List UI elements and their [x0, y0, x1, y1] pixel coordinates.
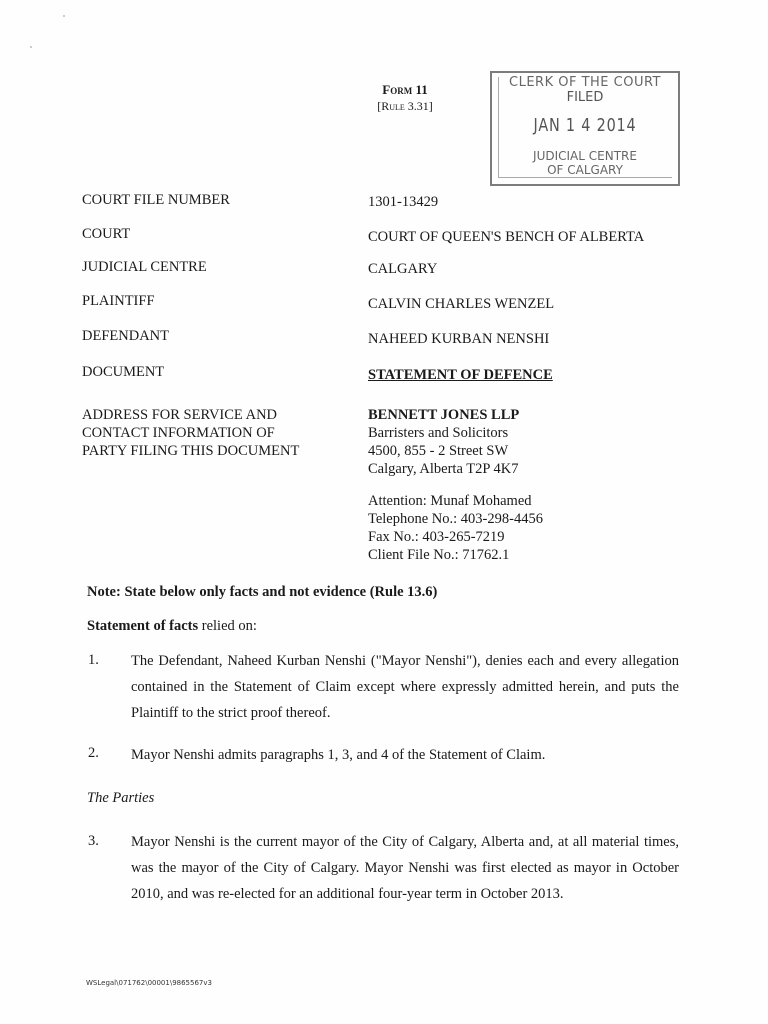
fax: Fax No.: 403-265-7219: [368, 529, 505, 545]
defendant-value: NAHEED KURBAN NENSHI: [368, 331, 550, 347]
stamp-centre: [492, 149, 678, 177]
paragraph-text: Mayor Nenshi is the current mayor of the City of Calgary, Alberta and, at all material times, was the mayor of the City of Calgary. Mayor Nenshi was first elected as mayor in October 2010, and was re-elected for an additional four-year term in October 2013.: [131, 834, 679, 902]
address-label-line3: PARTY FILING THIS DOCUMENT: [82, 443, 300, 459]
form-rule: [Rule 3.31]: [377, 99, 433, 113]
note-part1: Note: State below only facts and: [87, 584, 290, 600]
address-label-line2: CONTACT INFORMATION OF: [82, 425, 275, 441]
address-label: [82, 406, 299, 460]
filed-stamp: [490, 71, 680, 186]
form-header: [350, 82, 460, 114]
firm-line3: Calgary, Alberta T2P 4K7: [368, 461, 519, 477]
statement-heading-bold: Statement of facts: [87, 618, 199, 634]
note-part2: not evidence (Rule 13.6): [289, 584, 438, 600]
contact-block: [368, 406, 543, 564]
document-label: DOCUMENT: [82, 364, 165, 380]
stamp-date: JAN 1 4 2014: [533, 115, 637, 136]
stamp-centre-line2: OF CALGARY: [547, 163, 623, 177]
paragraph-text: Mayor Nenshi admits paragraphs 1, 3, and 4 of the Statement of Claim.: [131, 747, 546, 763]
client-file: Client File No.: 71762.1: [368, 547, 510, 563]
statement-heading: [87, 618, 257, 635]
stamp-clerk-line: CLERK OF THE COURT: [509, 75, 661, 90]
court-file-number-label: COURT FILE NUMBER: [82, 192, 230, 208]
paragraph-number: 3.: [88, 833, 99, 849]
paragraph-text: The Defendant, Naheed Kurban Nenshi ("Mayor Nenshi"), denies each and every allegation contained in the Statement of Claim except where expressly admitted herein, and puts the Plaintiff to the strict proof thereof.: [131, 653, 679, 721]
judicial-centre-label: JUDICIAL CENTRE: [82, 259, 207, 275]
note-line: [87, 584, 437, 601]
defendant-label: DEFENDANT: [82, 328, 169, 344]
form-number: Form 11: [382, 82, 428, 97]
firm-name: BENNETT JONES LLP: [368, 407, 520, 423]
firm-line1: Barristers and Solicitors: [368, 425, 509, 441]
court-file-number-value: 1301-13429: [368, 194, 439, 210]
scan-speck: [30, 46, 32, 48]
address-label-line1: ADDRESS FOR SERVICE AND: [82, 407, 278, 423]
document-value: STATEMENT OF DEFENCE: [368, 367, 553, 383]
paragraph-number: 2.: [88, 745, 99, 761]
stamp-centre-line1: JUDICIAL CENTRE: [533, 149, 637, 163]
court-value: COURT OF QUEEN'S BENCH OF ALBERTA: [368, 229, 645, 245]
attention: Attention: Munaf Mohamed: [368, 493, 532, 509]
plaintiff-value: CALVIN CHARLES WENZEL: [368, 296, 555, 312]
firm-line2: 4500, 855 - 2 Street SW: [368, 443, 509, 459]
section-heading: The Parties: [87, 790, 155, 806]
court-label: COURT: [82, 226, 131, 242]
judicial-centre-value: CALGARY: [368, 261, 438, 277]
scan-speck: [63, 15, 65, 17]
statement-heading-rest: relied on:: [198, 618, 257, 634]
plaintiff-label: PLAINTIFF: [82, 293, 155, 309]
paragraph-number: 1.: [88, 652, 99, 668]
telephone: Telephone No.: 403-298-4456: [368, 511, 543, 527]
stamp-filed: FILED: [566, 90, 604, 105]
document-footer-id: WSLegal\071762\00001\9865567v3: [86, 979, 212, 987]
